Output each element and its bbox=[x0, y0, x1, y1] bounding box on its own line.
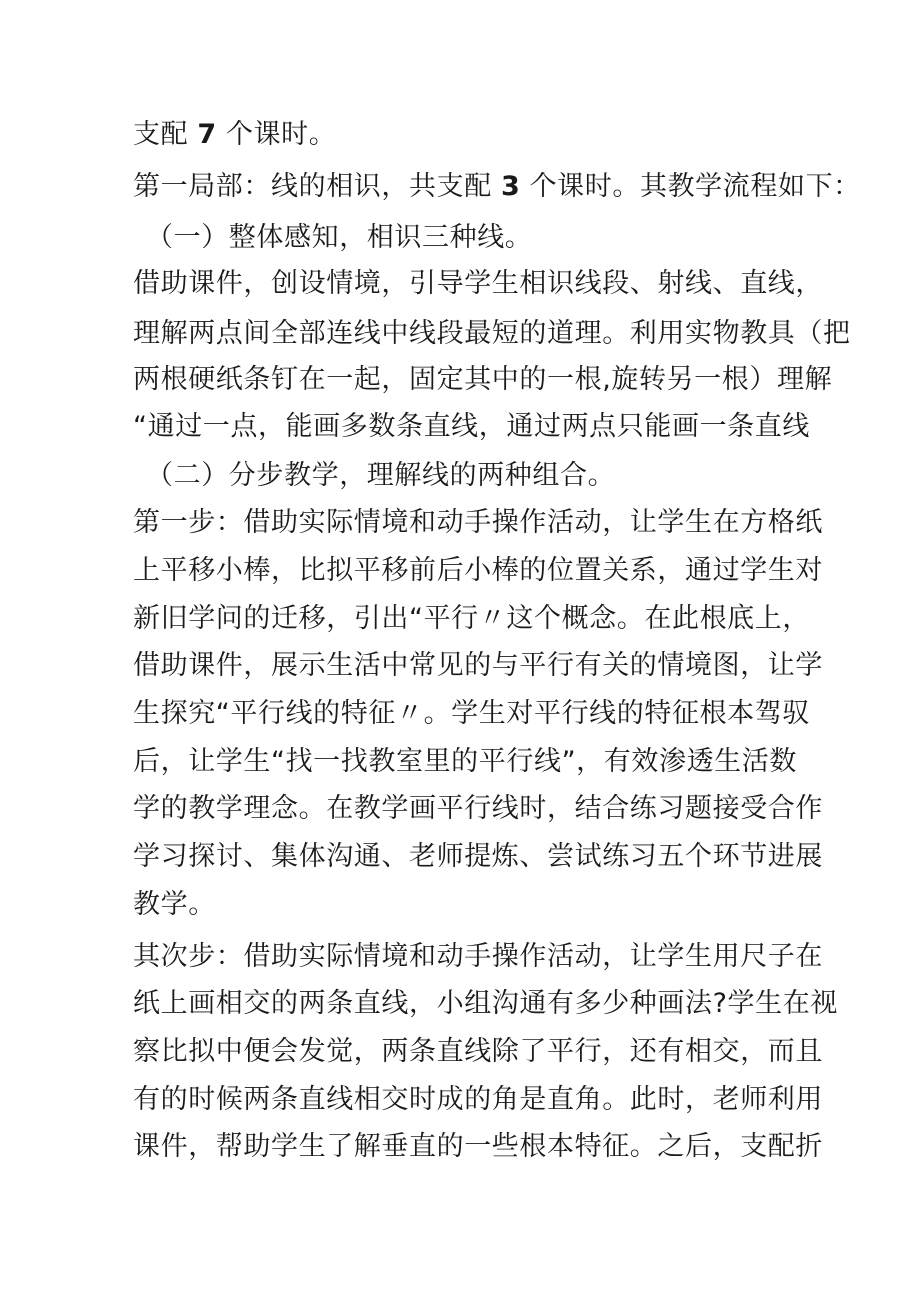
paragraph-line: 借助课件，展示生活中常见的与平行有关的情境图，让学 bbox=[133, 650, 823, 681]
paragraph-line: 其次步：借助实际情境和动手操作活动，让学生用尺子在 bbox=[133, 941, 823, 972]
text-segment: 第一局部：线的相识，共支配 bbox=[133, 171, 492, 202]
number-value: 3 bbox=[501, 171, 521, 202]
text-segment: 个课时。 bbox=[225, 119, 337, 150]
paragraph-line: 新旧学问的迁移，引出“平行〃这个概念。在此根底上， bbox=[133, 603, 810, 634]
paragraph-line: 后，让学生“找一找教室里的平行线”，有效渗透生活数 bbox=[133, 746, 797, 777]
paragraph-line: 教学。 bbox=[133, 889, 216, 920]
text-line-2 bbox=[133, 169, 861, 205]
paragraph-line: “通过一点，能画多数条直线，通过两点只能画一条直线 bbox=[133, 411, 810, 442]
number-value: 7 bbox=[197, 119, 217, 150]
paragraph-line: 纸上画相交的两条直线，小组沟通有多少种画法?学生在视 bbox=[133, 988, 838, 1019]
paragraph-line: 课件，帮助学生了解垂直的一些根本特征。之后，支配折 bbox=[133, 1131, 823, 1162]
section-heading-1: （一）整体感知，相识三种线。 bbox=[146, 222, 533, 253]
paragraph-line: 理解两点间全部连线中线段最短的道理。利用实物教具（把 bbox=[133, 318, 851, 349]
paragraph-line: 察比拟中便会发觉，两条直线除了平行，还有相交，而且 bbox=[133, 1036, 823, 1067]
text-line-1 bbox=[133, 117, 336, 153]
section-heading-2: （二）分步教学，理解线的两种组合。 bbox=[146, 460, 616, 491]
paragraph-line: 有的时候两条直线相交时成的角是直角。此时，老师利用 bbox=[133, 1084, 823, 1115]
paragraph-line: 上平移小棒，比拟平移前后小棒的位置关系，通过学生对 bbox=[133, 555, 823, 586]
paragraph-line: 生探究“平行线的特征〃。学生对平行线的特征根本驾驭 bbox=[133, 698, 810, 729]
paragraph-line: 学习探讨、集体沟通、老师提炼、尝试练习五个环节进展 bbox=[133, 841, 823, 872]
paragraph-line: 借助课件，创设情境，引导学生相识线段、射线、直线， bbox=[133, 268, 823, 299]
paragraph-line: 两根硬纸条钉在一起，固定其中的一根,旋转另一根）理解 bbox=[133, 364, 833, 395]
text-segment: 支配 bbox=[133, 119, 189, 150]
paragraph-line: 第一步：借助实际情境和动手操作活动，让学生在方格纸 bbox=[133, 507, 823, 538]
text-segment: 个课时。其教学流程如下： bbox=[529, 171, 861, 202]
paragraph-line: 学的教学理念。在教学画平行线时，结合练习题接受合作 bbox=[133, 793, 823, 824]
